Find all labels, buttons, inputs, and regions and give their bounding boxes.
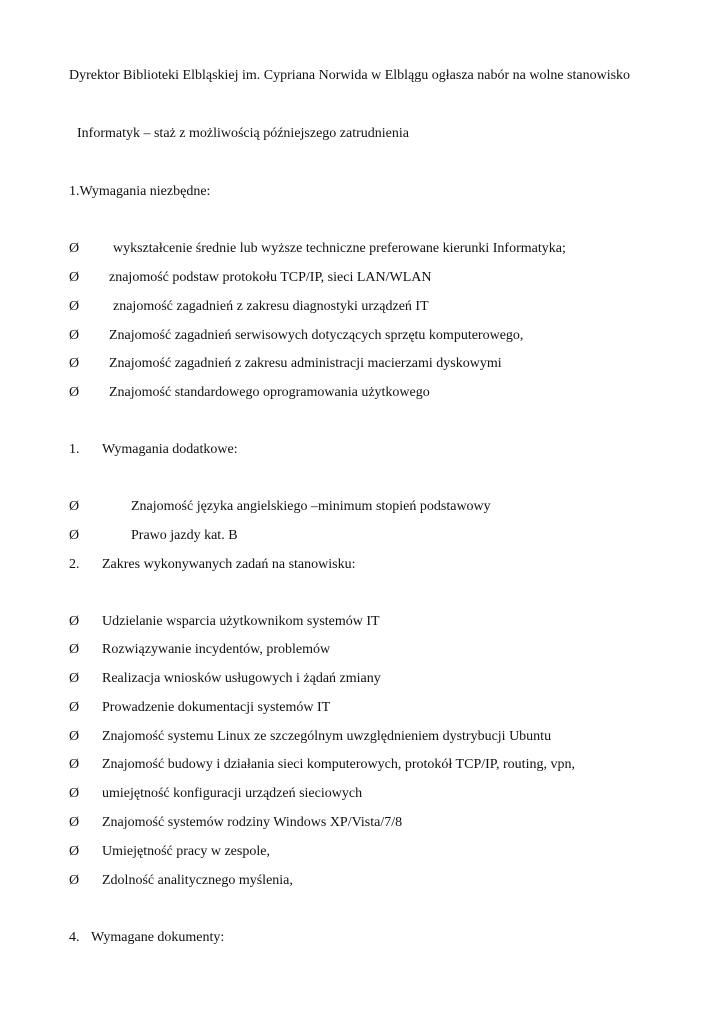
bullet-marker: Ø: [69, 270, 80, 285]
bullet-marker: Ø: [69, 729, 80, 744]
bullet-marker: Ø: [69, 786, 80, 801]
section2-heading: Wymagania dodatkowe:: [102, 442, 238, 457]
list-item: wykształcenie średnie lub wyższe techniczne preferowane kierunki Informatyka;: [113, 241, 566, 256]
bullet-marker: Ø: [69, 700, 80, 715]
list-item: Zdolność analitycznego myślenia,: [102, 873, 293, 888]
bullet-marker: Ø: [69, 815, 80, 830]
bullet-marker: Ø: [69, 356, 80, 371]
position-title: Informatyk – staż z możliwością późniejszego zatrudnienia: [77, 126, 409, 141]
bullet-marker: Ø: [69, 757, 80, 772]
section4-number: 4.: [69, 930, 80, 945]
section2-number: 1.: [69, 442, 80, 457]
bullet-marker: Ø: [69, 385, 80, 400]
bullet-marker: Ø: [69, 499, 80, 514]
bullet-marker: Ø: [69, 844, 80, 859]
list-item: Znajomość zagadnień z zakresu administracji macierzami dyskowymi: [109, 356, 502, 371]
list-item: Rozwiązywanie incydentów, problemów: [102, 642, 331, 657]
list-item: Umiejętność pracy w zespole,: [102, 844, 270, 859]
list-item: znajomość podstaw protokołu TCP/IP, sieci LAN/WLAN: [109, 270, 432, 285]
list-item: Znajomość zagadnień serwisowych dotyczących sprzętu komputerowego,: [109, 328, 524, 343]
list-item: Znajomość systemu Linux ze szczególnym uwzględnieniem dystrybucji Ubuntu: [102, 729, 552, 744]
list-item: umiejętność konfiguracji urządzeń sieciowych: [102, 786, 363, 801]
bullet-marker: Ø: [69, 873, 80, 888]
section4-heading: Wymagane dokumenty:: [91, 930, 225, 945]
list-item: Znajomość standardowego oprogramowania użytkowego: [109, 385, 430, 400]
bullet-marker: Ø: [69, 642, 80, 657]
announcement-intro: Dyrektor Biblioteki Elbląskiej im. Cypriana Norwida w Elblągu ogłasza nabór na wolne stanowisko: [69, 68, 631, 83]
bullet-marker: Ø: [69, 671, 80, 686]
bullet-marker: Ø: [69, 241, 80, 256]
list-item: Znajomość języka angielskiego –minimum stopień podstawowy: [131, 499, 491, 514]
section3-heading: Zakres wykonywanych zadań na stanowisku:: [102, 557, 356, 572]
list-item: Znajomość systemów rodziny Windows XP/Vista/7/8: [102, 815, 403, 830]
list-item: Realizacja wniosków usługowych i żądań zmiany: [102, 671, 381, 686]
bullet-marker: Ø: [69, 328, 80, 343]
list-item: znajomość zagadnień z zakresu diagnostyki urządzeń IT: [113, 299, 429, 314]
list-item: Znajomość budowy i działania sieci komputerowych, protokół TCP/IP, routing, vpn,: [102, 757, 575, 772]
list-item: Prowadzenie dokumentacji systemów IT: [102, 700, 331, 715]
section1-heading: 1.Wymagania niezbędne:: [69, 184, 211, 199]
bullet-marker: Ø: [69, 614, 80, 629]
section3-number: 2.: [69, 557, 80, 572]
bullet-marker: Ø: [69, 299, 80, 314]
list-item: Udzielanie wsparcia użytkownikom systemów IT: [102, 614, 380, 629]
list-item: Prawo jazdy kat. B: [131, 528, 238, 543]
bullet-marker: Ø: [69, 528, 80, 543]
